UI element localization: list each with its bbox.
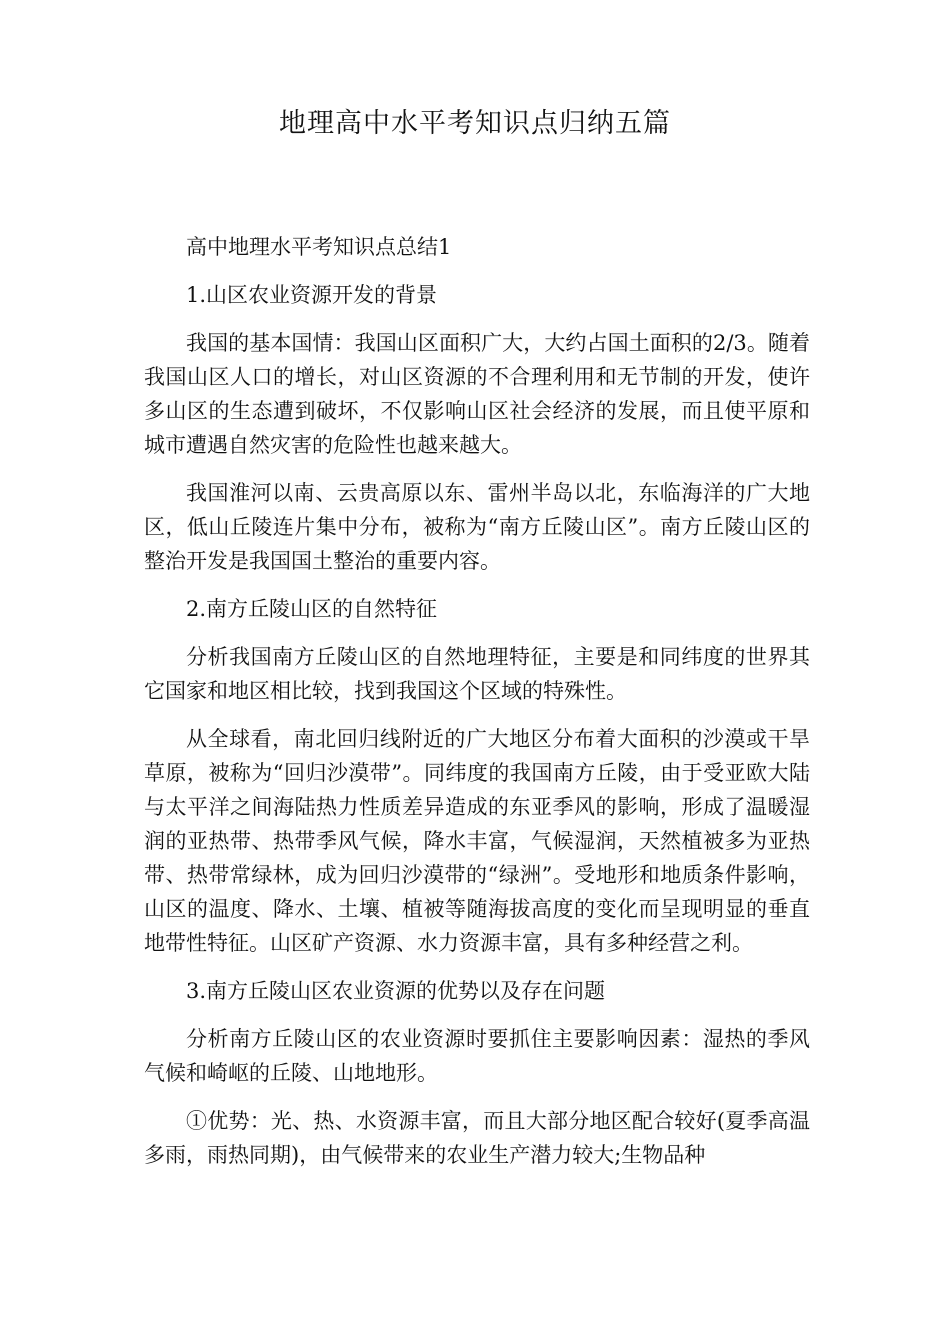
subsection-heading: 2.南方丘陵山区的自然特征	[186, 597, 438, 621]
body-paragraph: 分析我国南方丘陵山区的自然地理特征，主要是和同纬度的世界其它国家和地区相比较，找到我国这个区域的特殊性。	[144, 645, 810, 703]
body-paragraph: 我国淮河以南、云贵高原以东、雷州半岛以北，东临海洋的广大地区，低山丘陵连片集中分布，被称为“南方丘陵山区”。南方丘陵山区的整治开发是我国国土整治的重要内容。	[144, 481, 810, 573]
subsection-heading: 1.山区农业资源开发的背景	[186, 283, 438, 307]
document-title: 地理高中水平考知识点归纳五篇	[279, 108, 671, 139]
section-heading: 高中地理水平考知识点总结1	[186, 235, 452, 259]
body-paragraph: 分析南方丘陵山区的农业资源时要抓住主要影响因素：湿热的季风气候和崎岖的丘陵、山地地形。	[144, 1027, 810, 1085]
body-paragraph: ①优势：光、热、水资源丰富，而且大部分地区配合较好(夏季高温多雨，雨热同期)，由气候带来的农业生产潜力较大;生物品种	[144, 1109, 810, 1167]
body-paragraph: 我国的基本国情：我国山区面积广大，大约占国土面积的2/3。随着我国山区人口的增长，对山区资源的不合理利用和无节制的开发，使许多山区的生态遭到破坏，不仅影响山区社会经济的发展，而且使平原和城市遭遇自然灾害的危险性也越来越大。	[144, 331, 810, 457]
body-paragraph: 从全球看，南北回归线附近的广大地区分布着大面积的沙漠或干旱草原，被称为“回归沙漠带”。同纬度的我国南方丘陵，由于受亚欧大陆与太平洋之间海陆热力性质差异造成的东亚季风的影响，形成了温暖湿润的亚热带、热带季风气候，降水丰富，气候湿润，天然植被多为亚热带、热带常绿林，成为回归沙漠带的“绿洲”。受地形和地质条件影响，山区的温度、降水、土壤、植被等随海拔高度的变化而呈现明显的垂直地带性特征。山区矿产资源、水力资源丰富，具有多种经营之利。	[144, 727, 810, 955]
subsection-heading: 3.南方丘陵山区农业资源的优势以及存在问题	[186, 979, 606, 1003]
document-body	[144, 230, 810, 1186]
